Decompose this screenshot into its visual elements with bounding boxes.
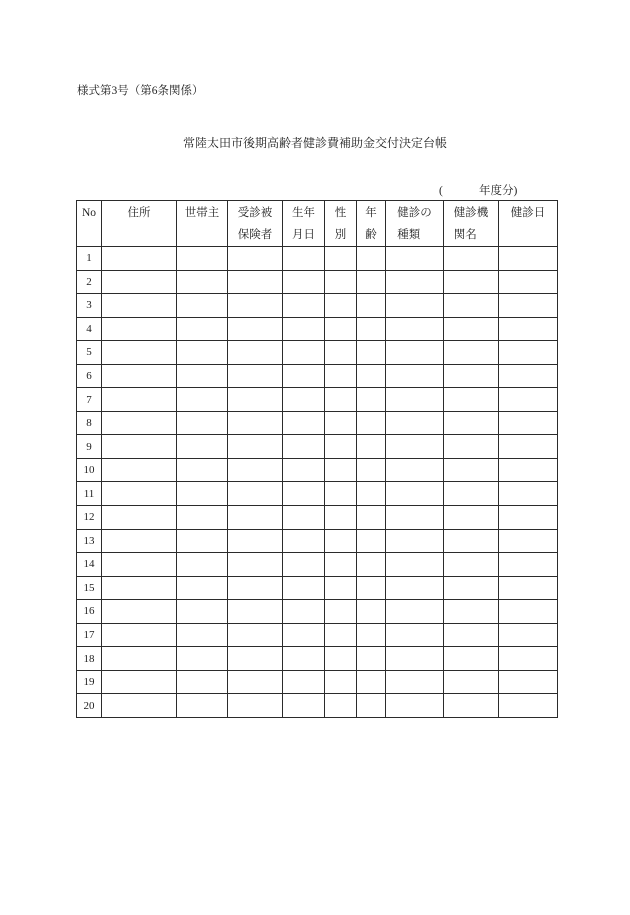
address-cell <box>102 529 177 553</box>
checkup-type-cell <box>386 623 444 647</box>
checkup-institution-cell <box>444 623 499 647</box>
checkup-type-cell <box>386 411 444 435</box>
insured-person-cell <box>228 506 283 530</box>
table-row <box>77 694 558 718</box>
insured-person-cell <box>228 294 283 318</box>
checkup-institution-cell <box>444 458 499 482</box>
insured-person-cell <box>228 647 283 671</box>
address-cell <box>102 341 177 365</box>
checkup-institution-cell <box>444 247 499 271</box>
age-cell <box>357 600 386 624</box>
checkup-date-cell <box>499 294 558 318</box>
row-number-cell: 16 <box>77 600 102 624</box>
header-sex: 性 別 <box>325 201 357 247</box>
header-insured-person: 受診被 保険者 <box>228 201 283 247</box>
checkup-type-cell <box>386 553 444 577</box>
address-cell <box>102 317 177 341</box>
checkup-type-cell <box>386 270 444 294</box>
header-birth-date: 生年 月日 <box>283 201 325 247</box>
birth-date-cell <box>283 247 325 271</box>
household-head-cell <box>177 364 228 388</box>
age-cell <box>357 482 386 506</box>
insured-person-cell <box>228 388 283 412</box>
ledger-table <box>76 200 558 718</box>
table-row <box>77 411 558 435</box>
sex-cell <box>325 600 357 624</box>
birth-date-cell <box>283 294 325 318</box>
checkup-institution-cell <box>444 364 499 388</box>
table-row <box>77 388 558 412</box>
age-cell <box>357 647 386 671</box>
checkup-type-cell <box>386 458 444 482</box>
insured-person-cell <box>228 270 283 294</box>
birth-date-cell <box>283 411 325 435</box>
age-cell <box>357 364 386 388</box>
row-number-cell: 2 <box>77 270 102 294</box>
fiscal-year-field <box>0 183 630 199</box>
table-row <box>77 247 558 271</box>
header-household-head: 世帯主 <box>177 201 228 247</box>
birth-date-cell <box>283 435 325 459</box>
address-cell <box>102 294 177 318</box>
birth-date-cell <box>283 647 325 671</box>
address-cell <box>102 388 177 412</box>
checkup-date-cell <box>499 529 558 553</box>
checkup-date-cell <box>499 647 558 671</box>
address-cell <box>102 458 177 482</box>
birth-date-cell <box>283 482 325 506</box>
table-row <box>77 576 558 600</box>
sex-cell <box>325 529 357 553</box>
checkup-type-cell <box>386 317 444 341</box>
birth-date-cell <box>283 623 325 647</box>
sex-cell <box>325 247 357 271</box>
checkup-type-cell <box>386 506 444 530</box>
age-cell <box>357 294 386 318</box>
birth-date-cell <box>283 506 325 530</box>
age-cell <box>357 553 386 577</box>
age-cell <box>357 341 386 365</box>
checkup-type-cell <box>386 647 444 671</box>
age-cell <box>357 388 386 412</box>
sex-cell <box>325 435 357 459</box>
age-cell <box>357 317 386 341</box>
row-number-cell: 11 <box>77 482 102 506</box>
address-cell <box>102 270 177 294</box>
row-number-cell: 6 <box>77 364 102 388</box>
sex-cell <box>325 294 357 318</box>
age-cell <box>357 670 386 694</box>
insured-person-cell <box>228 435 283 459</box>
sex-cell <box>325 694 357 718</box>
header-address: 住所 <box>102 201 177 247</box>
checkup-institution-cell <box>444 576 499 600</box>
birth-date-cell <box>283 600 325 624</box>
checkup-type-cell <box>386 388 444 412</box>
checkup-institution-cell <box>444 694 499 718</box>
table-row <box>77 553 558 577</box>
insured-person-cell <box>228 411 283 435</box>
household-head-cell <box>177 482 228 506</box>
age-cell <box>357 270 386 294</box>
table-row <box>77 435 558 459</box>
insured-person-cell <box>228 670 283 694</box>
checkup-institution-cell <box>444 553 499 577</box>
checkup-type-cell <box>386 364 444 388</box>
checkup-type-cell <box>386 576 444 600</box>
row-number-cell: 15 <box>77 576 102 600</box>
fiscal-year-open-paren: ( <box>439 185 443 197</box>
household-head-cell <box>177 388 228 412</box>
sex-cell <box>325 364 357 388</box>
document-title: 常陸太田市後期高齢者健診費補助金交付決定台帳 <box>182 136 447 150</box>
age-cell <box>357 506 386 530</box>
row-number-cell: 4 <box>77 317 102 341</box>
age-cell <box>357 623 386 647</box>
address-cell <box>102 623 177 647</box>
insured-person-cell <box>228 576 283 600</box>
sex-cell <box>325 458 357 482</box>
header-checkup-institution: 健診機 関名 <box>444 201 499 247</box>
checkup-date-cell <box>499 506 558 530</box>
checkup-type-cell <box>386 341 444 365</box>
household-head-cell <box>177 317 228 341</box>
checkup-institution-cell <box>444 317 499 341</box>
header-no: No <box>77 201 102 247</box>
checkup-date-cell <box>499 482 558 506</box>
birth-date-cell <box>283 694 325 718</box>
header-checkup-type: 健診の 種類 <box>386 201 444 247</box>
checkup-date-cell <box>499 576 558 600</box>
sex-cell <box>325 388 357 412</box>
age-cell <box>357 411 386 435</box>
birth-date-cell <box>283 458 325 482</box>
birth-date-cell <box>283 670 325 694</box>
insured-person-cell <box>228 529 283 553</box>
row-number-cell: 14 <box>77 553 102 577</box>
row-number-cell: 3 <box>77 294 102 318</box>
birth-date-cell <box>283 388 325 412</box>
table-row <box>77 529 558 553</box>
checkup-type-cell <box>386 694 444 718</box>
row-number-cell: 18 <box>77 647 102 671</box>
insured-person-cell <box>228 247 283 271</box>
household-head-cell <box>177 458 228 482</box>
table-row <box>77 270 558 294</box>
table-row <box>77 623 558 647</box>
checkup-type-cell <box>386 529 444 553</box>
sex-cell <box>325 553 357 577</box>
checkup-date-cell <box>499 247 558 271</box>
row-number-cell: 5 <box>77 341 102 365</box>
checkup-institution-cell <box>444 600 499 624</box>
insured-person-cell <box>228 341 283 365</box>
table-row <box>77 670 558 694</box>
insured-person-cell <box>228 482 283 506</box>
checkup-institution-cell <box>444 294 499 318</box>
age-cell <box>357 247 386 271</box>
household-head-cell <box>177 529 228 553</box>
checkup-institution-cell <box>444 411 499 435</box>
checkup-date-cell <box>499 600 558 624</box>
address-cell <box>102 435 177 459</box>
address-cell <box>102 576 177 600</box>
table-row <box>77 506 558 530</box>
insured-person-cell <box>228 317 283 341</box>
age-cell <box>357 529 386 553</box>
checkup-date-cell <box>499 553 558 577</box>
row-number-cell: 8 <box>77 411 102 435</box>
household-head-cell <box>177 294 228 318</box>
checkup-type-cell <box>386 600 444 624</box>
row-number-cell: 17 <box>77 623 102 647</box>
checkup-type-cell <box>386 482 444 506</box>
sex-cell <box>325 270 357 294</box>
row-number-cell: 9 <box>77 435 102 459</box>
insured-person-cell <box>228 553 283 577</box>
checkup-type-cell <box>386 670 444 694</box>
household-head-cell <box>177 670 228 694</box>
sex-cell <box>325 341 357 365</box>
checkup-institution-cell <box>444 388 499 412</box>
household-head-cell <box>177 553 228 577</box>
insured-person-cell <box>228 364 283 388</box>
header-age: 年 齢 <box>357 201 386 247</box>
sex-cell <box>325 576 357 600</box>
table-row <box>77 482 558 506</box>
row-number-cell: 13 <box>77 529 102 553</box>
table-row <box>77 364 558 388</box>
checkup-date-cell <box>499 623 558 647</box>
household-head-cell <box>177 600 228 624</box>
address-cell <box>102 670 177 694</box>
row-number-cell: 12 <box>77 506 102 530</box>
birth-date-cell <box>283 576 325 600</box>
sex-cell <box>325 670 357 694</box>
household-head-cell <box>177 435 228 459</box>
insured-person-cell <box>228 694 283 718</box>
birth-date-cell <box>283 529 325 553</box>
checkup-date-cell <box>499 364 558 388</box>
row-number-cell: 19 <box>77 670 102 694</box>
checkup-institution-cell <box>444 270 499 294</box>
age-cell <box>357 458 386 482</box>
checkup-type-cell <box>386 294 444 318</box>
checkup-date-cell <box>499 270 558 294</box>
header-checkup-date: 健診日 <box>499 201 558 247</box>
insured-person-cell <box>228 623 283 647</box>
checkup-institution-cell <box>444 670 499 694</box>
fiscal-year-label: 年度分) <box>479 185 518 197</box>
checkup-date-cell <box>499 435 558 459</box>
household-head-cell <box>177 247 228 271</box>
checkup-type-cell <box>386 247 444 271</box>
address-cell <box>102 364 177 388</box>
row-number-cell: 20 <box>77 694 102 718</box>
household-head-cell <box>177 506 228 530</box>
checkup-date-cell <box>499 388 558 412</box>
address-cell <box>102 694 177 718</box>
checkup-date-cell <box>499 694 558 718</box>
sex-cell <box>325 482 357 506</box>
checkup-institution-cell <box>444 529 499 553</box>
sex-cell <box>325 623 357 647</box>
age-cell <box>357 694 386 718</box>
household-head-cell <box>177 341 228 365</box>
row-number-cell: 7 <box>77 388 102 412</box>
table-row <box>77 341 558 365</box>
sex-cell <box>325 317 357 341</box>
household-head-cell <box>177 647 228 671</box>
checkup-date-cell <box>499 670 558 694</box>
header-row <box>77 201 558 247</box>
checkup-institution-cell <box>444 482 499 506</box>
table-row <box>77 647 558 671</box>
checkup-type-cell <box>386 435 444 459</box>
row-number-cell: 10 <box>77 458 102 482</box>
table-row <box>77 317 558 341</box>
birth-date-cell <box>283 341 325 365</box>
age-cell <box>357 576 386 600</box>
checkup-date-cell <box>499 411 558 435</box>
sex-cell <box>325 411 357 435</box>
table-row <box>77 600 558 624</box>
household-head-cell <box>177 576 228 600</box>
table-row <box>77 458 558 482</box>
checkup-date-cell <box>499 341 558 365</box>
household-head-cell <box>177 270 228 294</box>
address-cell <box>102 647 177 671</box>
checkup-institution-cell <box>444 341 499 365</box>
address-cell <box>102 482 177 506</box>
checkup-institution-cell <box>444 435 499 459</box>
birth-date-cell <box>283 364 325 388</box>
form-number: 様式第3号（第6条関係） <box>77 85 204 97</box>
age-cell <box>357 435 386 459</box>
checkup-institution-cell <box>444 506 499 530</box>
household-head-cell <box>177 411 228 435</box>
address-cell <box>102 600 177 624</box>
insured-person-cell <box>228 458 283 482</box>
address-cell <box>102 411 177 435</box>
household-head-cell <box>177 694 228 718</box>
household-head-cell <box>177 623 228 647</box>
insured-person-cell <box>228 600 283 624</box>
checkup-institution-cell <box>444 647 499 671</box>
sex-cell <box>325 647 357 671</box>
checkup-date-cell <box>499 317 558 341</box>
address-cell <box>102 247 177 271</box>
address-cell <box>102 553 177 577</box>
table-row <box>77 294 558 318</box>
birth-date-cell <box>283 317 325 341</box>
row-number-cell: 1 <box>77 247 102 271</box>
birth-date-cell <box>283 270 325 294</box>
address-cell <box>102 506 177 530</box>
sex-cell <box>325 506 357 530</box>
checkup-date-cell <box>499 458 558 482</box>
birth-date-cell <box>283 553 325 577</box>
table-body <box>77 247 558 718</box>
